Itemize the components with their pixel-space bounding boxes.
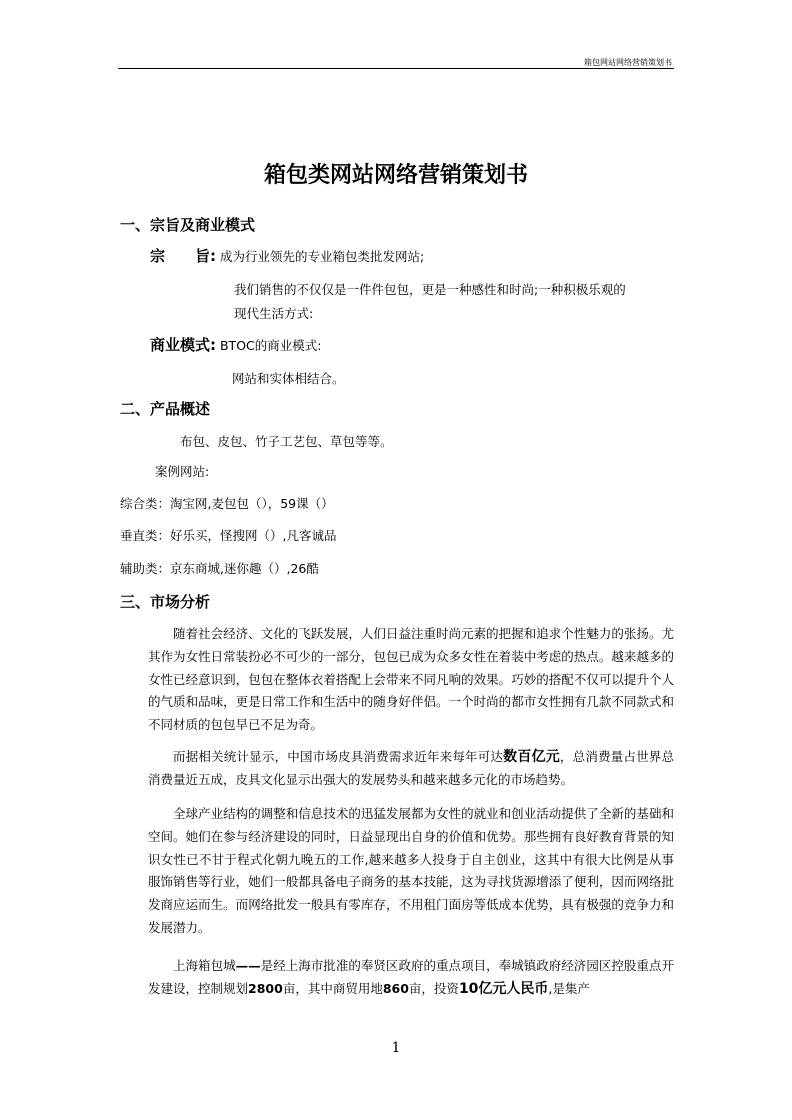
purpose-text: 成为行业领先的专业箱包类批发网站;	[219, 249, 425, 264]
running-header: 箱包网站网络营销策划书	[584, 58, 672, 67]
products-line: 布包、皮包、竹子工艺包、草包等等。	[180, 434, 393, 449]
case-line-auxiliary: 辅助类：京东商城,迷你趣（）,26酷	[120, 561, 319, 576]
cases-label: 案例网站:	[155, 464, 210, 479]
section-heading-2: 二、产品概述	[120, 400, 211, 418]
p4-text-a: 上海箱包城	[173, 958, 236, 973]
p4-invest-value: 10亿元人民币	[458, 980, 549, 997]
market-paragraph-4	[148, 955, 674, 1001]
model-label: 商业模式:	[150, 336, 216, 354]
market-paragraph-2	[148, 746, 674, 792]
purpose-detail-2: 现代生活方式:	[234, 306, 314, 321]
p4-text-b: 是经上海市批准的奉贤区政府的重点项目，奉城镇政府经济园区控股重点开发建设，控制规划	[148, 958, 674, 996]
p4-text-e: ,是集产	[548, 980, 590, 996]
purpose-line	[150, 248, 424, 265]
p4-dash: ——	[235, 958, 261, 973]
market-paragraph-3: 全球产业结构的调整和信息技术的迅猛发展都为女性的就业和创业活动提供了全新的基础和空间。她们在参与经济建设的同时，日益显现出自身的价值和优势。那些拥有良好教育背景的知识女性已不甘于程式化朝九晚五的工作,越来越多人投身于自主创业，这其中有很大比例是从事服饰销售等行业，她们一般都具备电子商务的基本技能，这为寻找货源增添了便利，因而网络批发商应运而生。而网络批发一般具有零库存，不用租门面房等低成本优势，具有极强的竞争力和发展潜力。	[148, 806, 674, 935]
model-text: BTOC的商业模式:	[219, 338, 322, 353]
case-line-comprehensive: 综合类：淘宝网,麦包包（），59课（）	[120, 496, 334, 511]
section-heading-1: 一、宗旨及商业模式	[120, 216, 256, 234]
purpose-detail-1: 我们销售的不仅仅是一件件包包，更是一种感性和时尚;一种积极乐观的	[234, 282, 626, 297]
model-detail: 网站和实体相结合。	[232, 371, 345, 386]
case-line-vertical: 垂直类：好乐买，怪搜网（）,凡客诚品	[120, 528, 337, 543]
p2-highlight: 数百亿元	[503, 749, 560, 765]
section-heading-3: 三、市场分析	[120, 593, 211, 611]
p2-text-after: ，总消费量占世界总消费量近五成，皮具文化显示出强大的发展势头和越来越多元化的市场趋势。	[148, 749, 674, 787]
p4-area-value: 2800	[248, 980, 283, 996]
market-paragraph-1: 随着社会经济、文化的飞跃发展，人们日益注重时尚元素的把握和追求个性魅力的张扬。尤其作为女性日常装扮必不可少的一部分，包包已成为众多女性在着装中考虑的热点。越来越多的女性已经意识到，包包在整体衣着搭配上会带来不同凡响的效果。巧妙的搭配不仅可以提升个人的气质和品味，更是日常工作和生活中的随身好伴侣。一个时尚的都市女性拥有几款不同款式和不同材质的包包早已不足为奇。	[148, 626, 674, 733]
model-line	[150, 337, 321, 354]
p4-text-d: 亩，投资	[408, 980, 459, 996]
p4-trade-value: 860	[382, 980, 409, 996]
p4-text-c: 亩，其中商贸用地	[282, 980, 383, 996]
header-rule	[118, 68, 674, 69]
page-number: 1	[391, 1040, 401, 1056]
document-title: 箱包类网站网络营销策划书	[263, 163, 528, 188]
p2-text-before: 而据相关统计显示，中国市场皮具消费需求近年来每年可达	[173, 749, 504, 764]
purpose-label: 宗 旨:	[150, 247, 216, 265]
